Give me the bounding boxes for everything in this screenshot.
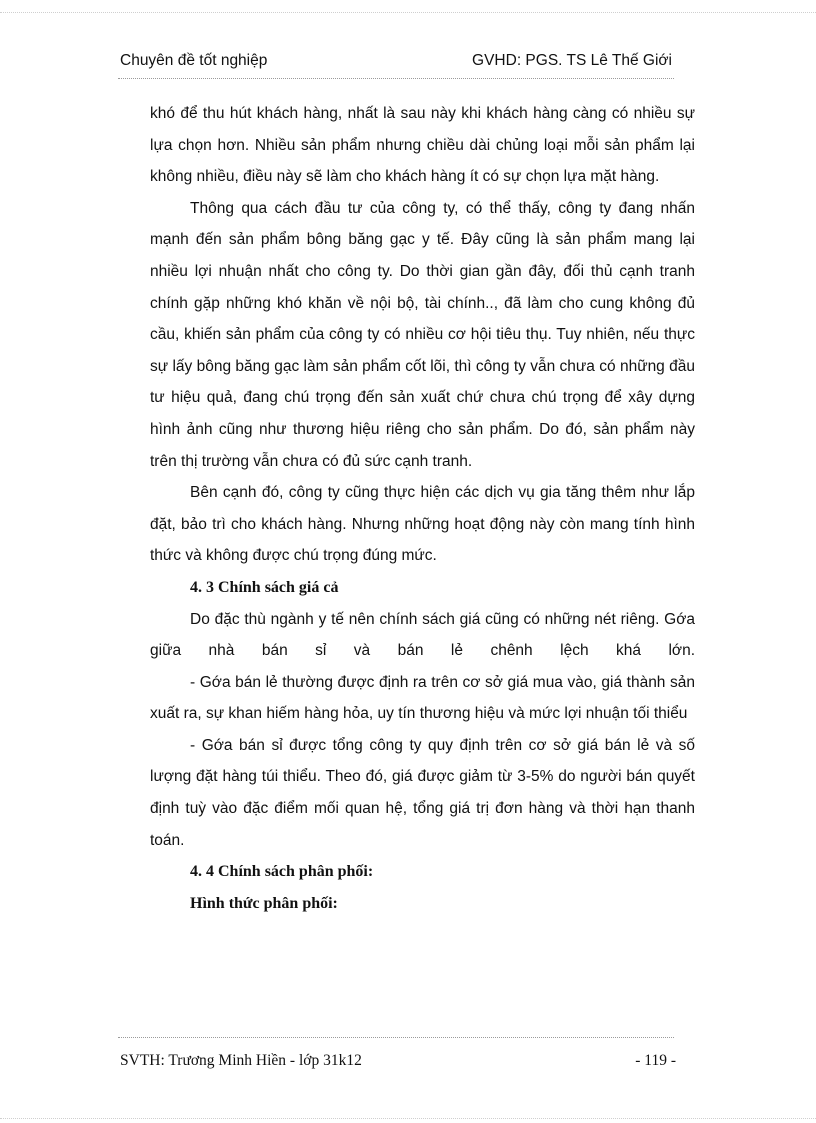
header-advisor: GVHD: PGS. TS Lê Thế Giới bbox=[472, 52, 672, 69]
paragraph-services: Bên cạnh đó, công ty cũng thực hiện các dịch vụ gia tăng thêm như lắp đặt, bảo trì cho khách hàng. Nhưng những hoạt động này còn mang tính hình thức và không được chú trọng đúng mức. bbox=[150, 484, 695, 565]
footer-author: SVTH: Trương Minh Hiền - lớp 31k12 bbox=[120, 1052, 362, 1069]
list-item-retail-price: - Gớa bán lẻ thường được định ra trên cơ sở giá mua vào, giá thành sản xuất ra, sự khan hiếm hàng hỏa, uy tín thương hiệu và mức lợi nhuận tối thiểu bbox=[150, 673, 695, 723]
paragraph-continuation: khó để thu hút khách hàng, nhất là sau này khi khách hàng càng có nhiều sự lựa chọn hơn. Nhiều sản phẩm nhưng chiều dài chủng loại mỗi sản phẩm lại không nhiều, điều này sẽ làm cho khách hàng ít có sự chọn lựa mặt hàng. bbox=[150, 105, 695, 186]
header-title: Chuyên đề tốt nghiệp bbox=[120, 52, 268, 69]
page-bottom-edge bbox=[0, 1118, 816, 1119]
header-divider bbox=[118, 78, 674, 79]
document-body bbox=[150, 98, 695, 919]
section-heading-distribution: 4. 4 Chính sách phân phối: bbox=[190, 863, 374, 881]
page-top-edge bbox=[0, 12, 816, 13]
paragraph-investment: Thông qua cách đầu tư của công ty, có thể thấy, công ty đang nhấn mạnh đến sản phẩm bông băng gạc y tế. Đây cũng là sản phẩm mang lại nhiều lợi nhuận nhất cho công ty. Do thời gian gần đây, đối thủ cạnh tranh chính gặp những khó khăn về nội bộ, tài chính.., đã làm cho cung không đủ cầu, khiến sản phẩm của công ty có nhiều cơ hội tiêu thụ. Tuy nhiên, nếu thực sự lấy bông băng gạc làm sản phẩm cốt lõi, thì công ty vẫn chưa có những đầu tư hiệu quả, đang chú trọng đến sản xuất chứ chưa chú trọng để xây dựng hình ảnh cũng như thương hiệu riêng cho sản phẩm. Do đó, sản phẩm này trên thị trường vẫn chưa có đủ sức cạnh tranh. bbox=[150, 199, 695, 470]
footer-divider bbox=[118, 1037, 674, 1038]
subheading-distribution-form: Hình thức phân phối: bbox=[190, 894, 338, 912]
list-item-wholesale-price: - Gớa bán sỉ được tổng công ty quy định trên cơ sở giá bán lẻ và số lượng đặt hàng túi thiểu. Theo đó, giá được giảm từ 3-5% do người bán quyết định tuỳ vào đặc điểm mối quan hệ, tổng giá trị đơn hàng và thời hạn thanh toán. bbox=[150, 736, 695, 849]
section-heading-pricing: 4. 3 Chính sách giá cả bbox=[190, 578, 339, 596]
page-number: - 119 - bbox=[635, 1052, 676, 1069]
paragraph-pricing-intro: Do đặc thù ngành y tế nên chính sách giá cũng có những nét riêng. Gớa giữa nhà bán sỉ và bán lẻ chênh lệch khá lớn. bbox=[150, 610, 695, 660]
